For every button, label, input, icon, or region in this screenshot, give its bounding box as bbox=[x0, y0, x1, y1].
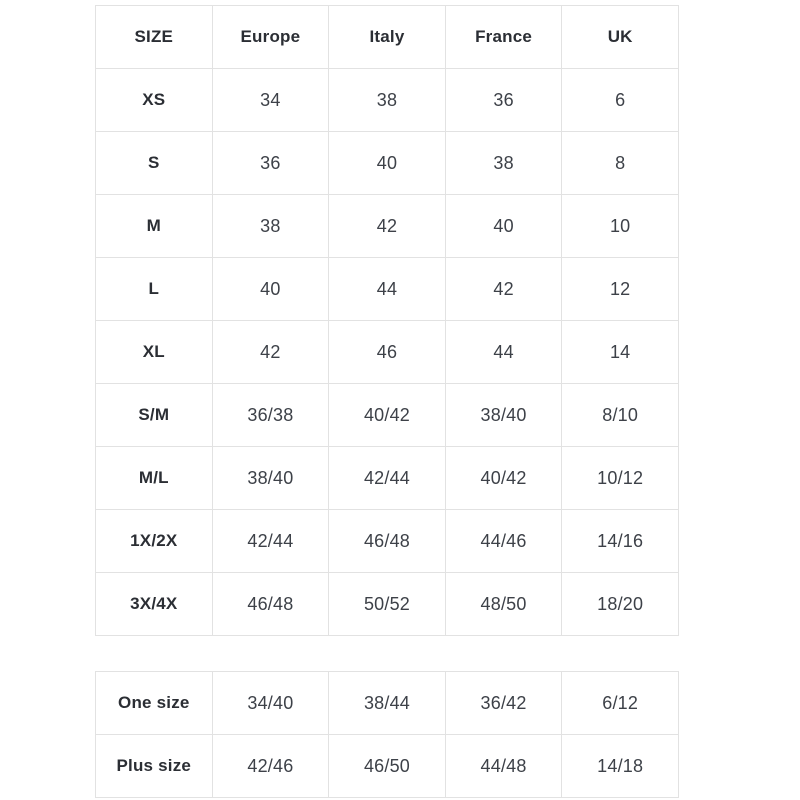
size-label-cell: M bbox=[96, 195, 213, 258]
size-value-cell: 6/12 bbox=[562, 672, 679, 735]
size-table-header bbox=[96, 6, 679, 69]
table-row bbox=[96, 132, 679, 195]
size-value-cell: 42 bbox=[445, 258, 562, 321]
size-value-cell: 44/48 bbox=[445, 735, 562, 798]
size-conversion-tables bbox=[95, 5, 679, 798]
size-value-cell: 18/20 bbox=[562, 573, 679, 636]
size-value-cell: 42/46 bbox=[212, 735, 329, 798]
column-header-france: France bbox=[445, 6, 562, 69]
size-value-cell: 14/16 bbox=[562, 510, 679, 573]
size-value-cell: 42/44 bbox=[329, 447, 446, 510]
size-label-cell: Plus size bbox=[96, 735, 213, 798]
size-label-cell: M/L bbox=[96, 447, 213, 510]
table-row bbox=[96, 258, 679, 321]
size-table-body bbox=[96, 69, 679, 636]
column-header-europe: Europe bbox=[212, 6, 329, 69]
size-value-cell: 40 bbox=[445, 195, 562, 258]
size-label-cell: XS bbox=[96, 69, 213, 132]
table-row bbox=[96, 195, 679, 258]
size-value-cell: 14/18 bbox=[562, 735, 679, 798]
size-label-cell: S bbox=[96, 132, 213, 195]
size-value-cell: 38 bbox=[329, 69, 446, 132]
size-value-cell: 8/10 bbox=[562, 384, 679, 447]
size-value-cell: 8 bbox=[562, 132, 679, 195]
one-size-plus-size-table bbox=[95, 671, 679, 798]
size-value-cell: 38/40 bbox=[212, 447, 329, 510]
size-value-cell: 44/46 bbox=[445, 510, 562, 573]
size-conversion-table bbox=[95, 5, 679, 636]
size-value-cell: 46/48 bbox=[212, 573, 329, 636]
size-value-cell: 46 bbox=[329, 321, 446, 384]
size-value-cell: 6 bbox=[562, 69, 679, 132]
size-value-cell: 38/44 bbox=[329, 672, 446, 735]
table-row bbox=[96, 510, 679, 573]
column-header-size: SIZE bbox=[96, 6, 213, 69]
table-row bbox=[96, 384, 679, 447]
size-value-cell: 40 bbox=[212, 258, 329, 321]
size-value-cell: 36/42 bbox=[445, 672, 562, 735]
size-value-cell: 38 bbox=[212, 195, 329, 258]
size-value-cell: 40 bbox=[329, 132, 446, 195]
table-row bbox=[96, 321, 679, 384]
one-size-table-body bbox=[96, 672, 679, 798]
table-row bbox=[96, 735, 679, 798]
size-label-cell: 3X/4X bbox=[96, 573, 213, 636]
header-row bbox=[96, 6, 679, 69]
size-value-cell: 12 bbox=[562, 258, 679, 321]
size-value-cell: 40/42 bbox=[329, 384, 446, 447]
size-value-cell: 36/38 bbox=[212, 384, 329, 447]
size-value-cell: 14 bbox=[562, 321, 679, 384]
size-value-cell: 38/40 bbox=[445, 384, 562, 447]
size-value-cell: 34 bbox=[212, 69, 329, 132]
size-label-cell: One size bbox=[96, 672, 213, 735]
column-header-uk: UK bbox=[562, 6, 679, 69]
size-value-cell: 44 bbox=[329, 258, 446, 321]
size-value-cell: 42/44 bbox=[212, 510, 329, 573]
size-value-cell: 36 bbox=[212, 132, 329, 195]
size-value-cell: 48/50 bbox=[445, 573, 562, 636]
table-row bbox=[96, 672, 679, 735]
size-value-cell: 46/48 bbox=[329, 510, 446, 573]
size-value-cell: 38 bbox=[445, 132, 562, 195]
size-label-cell: XL bbox=[96, 321, 213, 384]
size-label-cell: S/M bbox=[96, 384, 213, 447]
column-header-italy: Italy bbox=[329, 6, 446, 69]
size-value-cell: 44 bbox=[445, 321, 562, 384]
size-value-cell: 36 bbox=[445, 69, 562, 132]
size-value-cell: 50/52 bbox=[329, 573, 446, 636]
size-label-cell: 1X/2X bbox=[96, 510, 213, 573]
size-value-cell: 10 bbox=[562, 195, 679, 258]
size-label-cell: L bbox=[96, 258, 213, 321]
size-value-cell: 46/50 bbox=[329, 735, 446, 798]
size-value-cell: 40/42 bbox=[445, 447, 562, 510]
size-value-cell: 42 bbox=[329, 195, 446, 258]
size-value-cell: 10/12 bbox=[562, 447, 679, 510]
table-row bbox=[96, 69, 679, 132]
size-value-cell: 34/40 bbox=[212, 672, 329, 735]
table-row bbox=[96, 447, 679, 510]
table-row bbox=[96, 573, 679, 636]
size-value-cell: 42 bbox=[212, 321, 329, 384]
